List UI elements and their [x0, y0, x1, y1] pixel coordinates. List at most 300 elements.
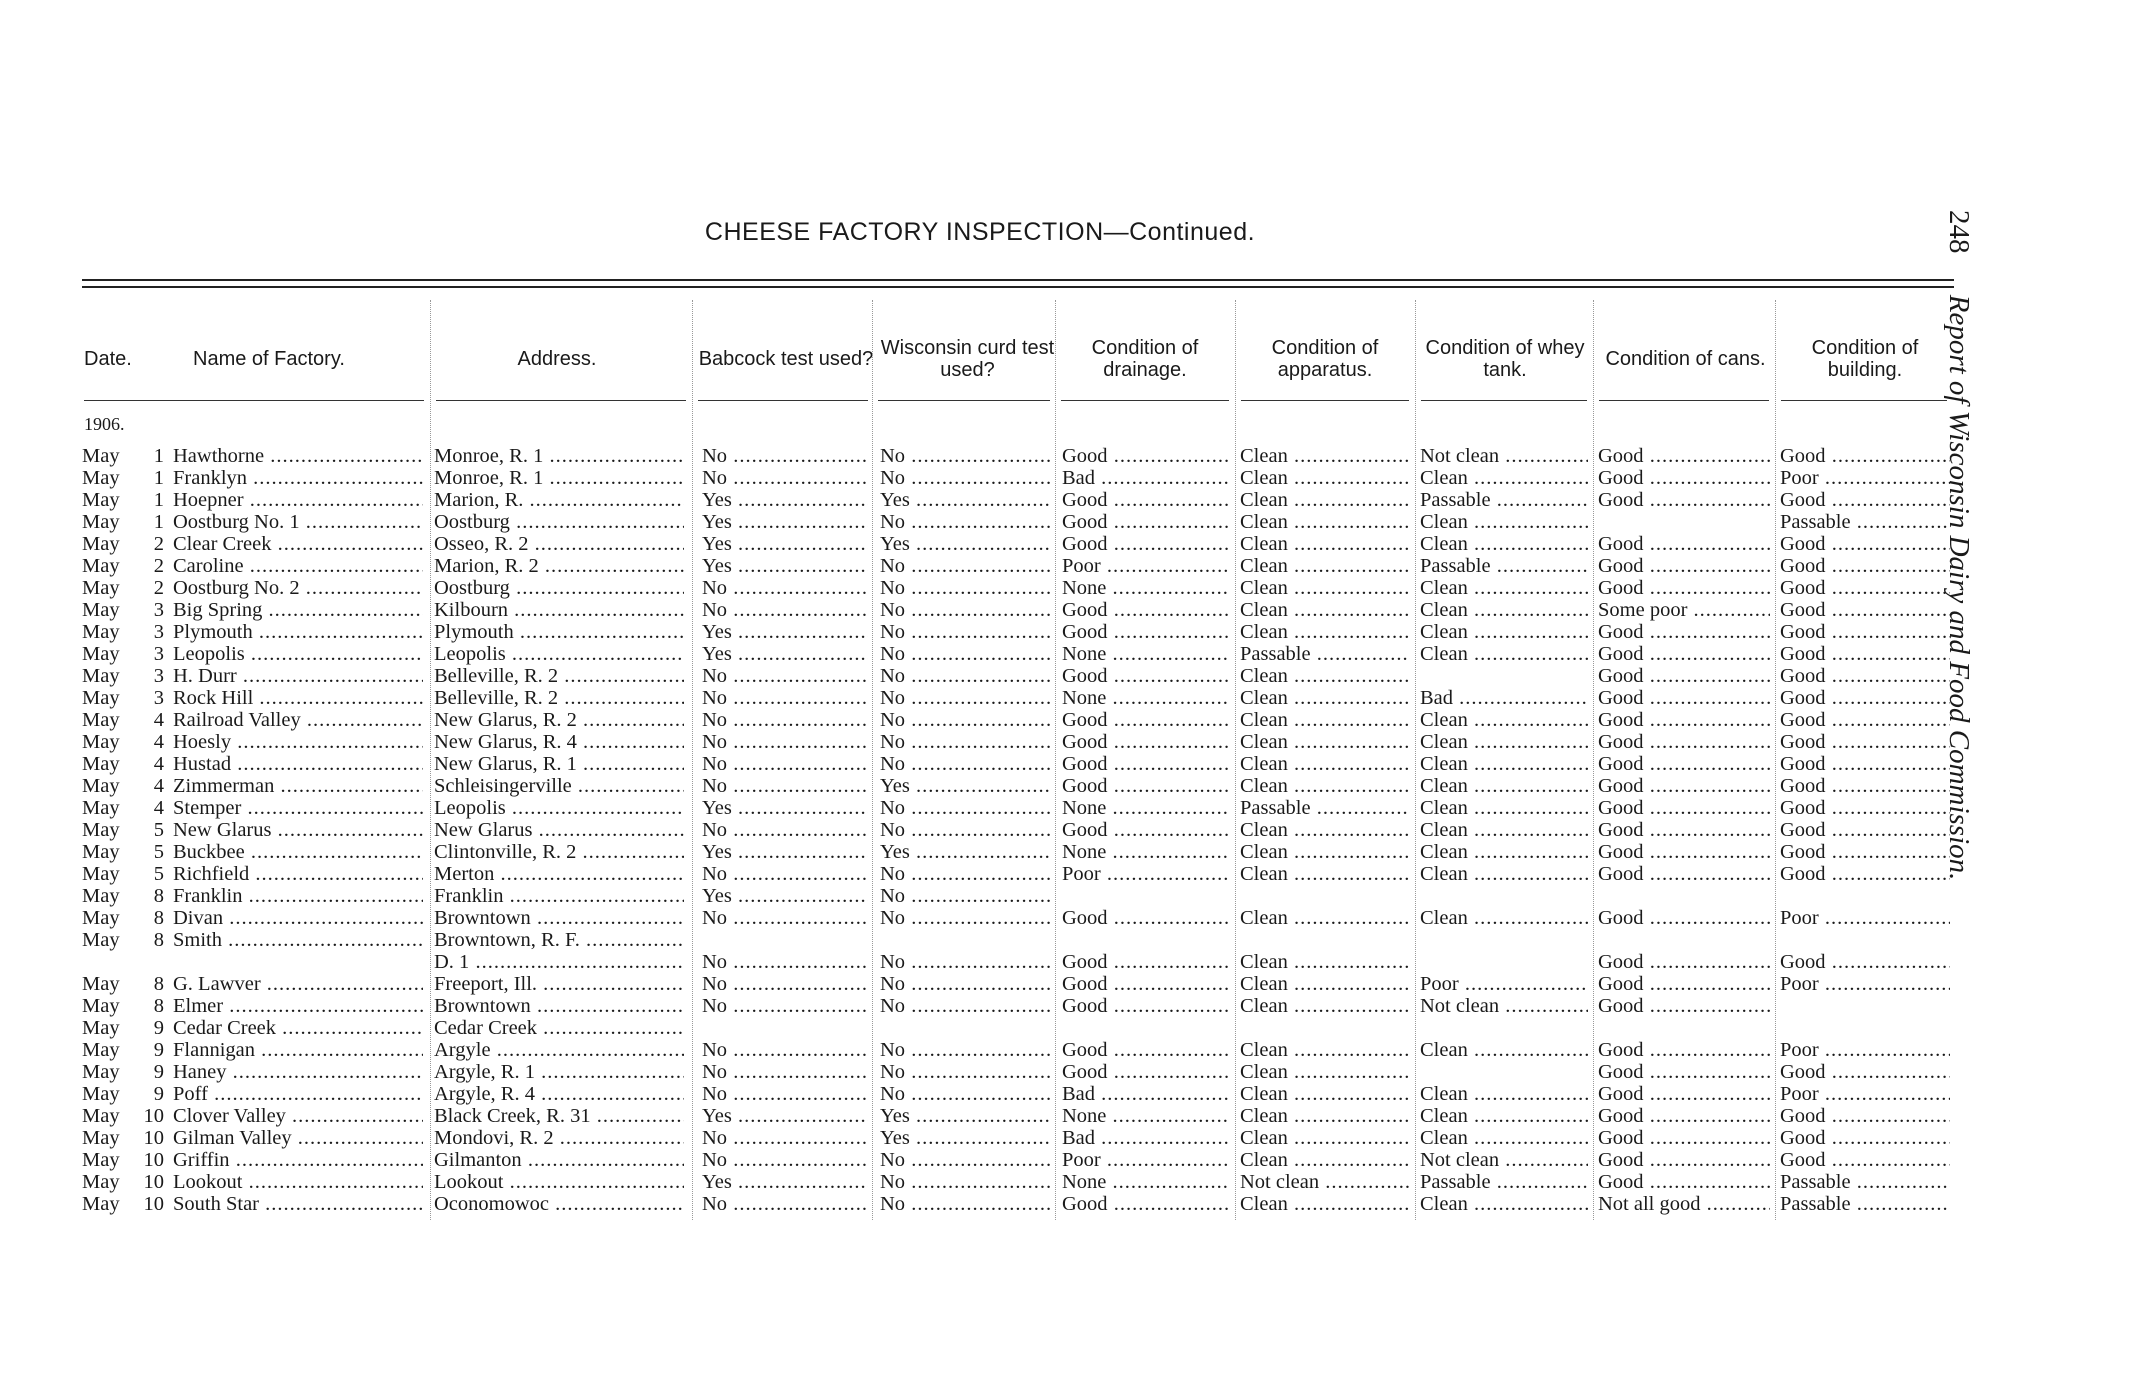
cell-apparatus: Clean ..... — [1240, 665, 1410, 687]
cell-curd: No ..... — [880, 665, 1050, 687]
cell-building: Good ..... — [1780, 951, 1950, 973]
cell-name: Hoesly ..... — [173, 731, 423, 753]
header-date: Date. — [84, 348, 132, 370]
cell-building: Good ..... — [1780, 797, 1950, 819]
cell-name: Hoepner ..... — [173, 489, 423, 511]
page-title: CHEESE FACTORY INSPECTION—Continued. — [704, 218, 1256, 246]
cell-babcock: No ..... — [702, 1083, 868, 1105]
cell-drainage: Good ..... — [1062, 951, 1230, 973]
cell-cans: Good ..... — [1598, 907, 1770, 929]
cell-babcock: No ..... — [702, 709, 868, 731]
cell-curd: No ..... — [880, 445, 1050, 467]
cell-drainage: Good ..... — [1062, 995, 1230, 1017]
cell-whey: Clean ..... — [1420, 1105, 1588, 1127]
table-row — [0, 1061, 2000, 1083]
cell-apparatus — [1240, 885, 1410, 907]
cell-day: 8 — [153, 929, 164, 951]
cell-apparatus: Passable ..... — [1240, 643, 1410, 665]
cell-apparatus — [1240, 929, 1410, 951]
cell-month: May — [82, 621, 120, 643]
cell-address: Kilbourn ..... — [434, 599, 684, 621]
cell-building: Poor ..... — [1780, 1039, 1950, 1061]
table-row — [0, 489, 2000, 511]
year-label: 1906. — [84, 414, 125, 434]
cell-building: Good ..... — [1780, 841, 1950, 863]
cell-drainage: None ..... — [1062, 1105, 1230, 1127]
cell-name: Oostburg No. 2 ..... — [173, 577, 423, 599]
cell-curd: Yes ..... — [880, 533, 1050, 555]
cell-cans: Good ..... — [1598, 951, 1770, 973]
cell-building: Good ..... — [1780, 577, 1950, 599]
cell-building: Good ..... — [1780, 489, 1950, 511]
table-row — [0, 973, 2000, 995]
cell-babcock: Yes ..... — [702, 511, 868, 533]
table-row — [0, 951, 2000, 973]
cell-name: Clover Valley ..... — [173, 1105, 423, 1127]
table-row — [0, 797, 2000, 819]
cell-curd: No ..... — [880, 687, 1050, 709]
cell-whey: Passable ..... — [1420, 1171, 1588, 1193]
cell-month: May — [82, 863, 120, 885]
cell-name: Buckbee ..... — [173, 841, 423, 863]
cell-name: Leopolis ..... — [173, 643, 423, 665]
cell-month: May — [82, 533, 120, 555]
cell-drainage: Bad ..... — [1062, 467, 1230, 489]
cell-month: May — [82, 665, 120, 687]
cell-whey: Bad ..... — [1420, 687, 1588, 709]
cell-address: Leopolis ..... — [434, 797, 684, 819]
cell-address: Browntown ..... — [434, 995, 684, 1017]
cell-drainage: None ..... — [1062, 577, 1230, 599]
cell-cans: Good ..... — [1598, 1149, 1770, 1171]
cell-cans: Good ..... — [1598, 775, 1770, 797]
cell-drainage: None ..... — [1062, 797, 1230, 819]
cell-curd: Yes ..... — [880, 841, 1050, 863]
cell-drainage: Poor ..... — [1062, 1149, 1230, 1171]
cell-babcock: Yes ..... — [702, 841, 868, 863]
cell-curd: No ..... — [880, 1039, 1050, 1061]
table-row — [0, 1105, 2000, 1127]
cell-cans: Good ..... — [1598, 621, 1770, 643]
header-drainage: Condition of drainage. — [1091, 337, 1199, 381]
cell-apparatus: Clean ..... — [1240, 907, 1410, 929]
title-rule-top — [82, 279, 1954, 281]
cell-address: Monroe, R. 1 ..... — [434, 445, 684, 467]
cell-cans: Good ..... — [1598, 467, 1770, 489]
table-row — [0, 533, 2000, 555]
cell-drainage: None ..... — [1062, 841, 1230, 863]
cell-address: Marion, R. ..... — [434, 489, 684, 511]
cell-address: D. 1 ..... — [434, 951, 684, 973]
table-row — [0, 577, 2000, 599]
cell-babcock: No ..... — [702, 819, 868, 841]
cell-drainage: Bad ..... — [1062, 1127, 1230, 1149]
cell-apparatus: Clean ..... — [1240, 577, 1410, 599]
cell-whey: Clean ..... — [1420, 577, 1588, 599]
cell-building: Good ..... — [1780, 555, 1950, 577]
cell-drainage: Bad ..... — [1062, 1083, 1230, 1105]
cell-whey: Clean ..... — [1420, 599, 1588, 621]
cell-address: Monroe, R. 1 ..... — [434, 467, 684, 489]
cell-drainage — [1062, 929, 1230, 951]
cell-day: 9 — [153, 1039, 164, 1061]
cell-building — [1780, 929, 1950, 951]
cell-month: May — [82, 819, 120, 841]
cell-babcock: Yes ..... — [702, 489, 868, 511]
cell-name: H. Durr ..... — [173, 665, 423, 687]
cell-building: Passable ..... — [1780, 511, 1950, 533]
cell-name: Caroline ..... — [173, 555, 423, 577]
cell-babcock: No ..... — [702, 951, 868, 973]
cell-month: May — [82, 599, 120, 621]
cell-curd — [880, 1017, 1050, 1039]
cell-drainage: Good ..... — [1062, 1193, 1230, 1215]
cell-curd: No ..... — [880, 951, 1050, 973]
cell-address: New Glarus, R. 4 ..... — [434, 731, 684, 753]
cell-building — [1780, 885, 1950, 907]
cell-whey: Not clean ..... — [1420, 445, 1588, 467]
cell-name: Elmer ..... — [173, 995, 423, 1017]
cell-address: Black Creek, R. 31 ..... — [434, 1105, 684, 1127]
cell-babcock — [702, 929, 868, 951]
cell-drainage: None ..... — [1062, 687, 1230, 709]
cell-apparatus: Clean ..... — [1240, 1039, 1410, 1061]
cell-drainage: Poor ..... — [1062, 863, 1230, 885]
cell-apparatus: Clean ..... — [1240, 1105, 1410, 1127]
cell-cans: Good ..... — [1598, 1127, 1770, 1149]
cell-day: 3 — [153, 643, 164, 665]
cell-building: Good ..... — [1780, 775, 1950, 797]
cell-drainage: Good ..... — [1062, 1039, 1230, 1061]
cell-drainage: Good ..... — [1062, 907, 1230, 929]
cell-cans: Good ..... — [1598, 445, 1770, 467]
cell-babcock — [702, 1017, 868, 1039]
cell-building — [1780, 995, 1950, 1017]
cell-name: Gilman Valley ..... — [173, 1127, 423, 1149]
cell-building: Good ..... — [1780, 621, 1950, 643]
cell-day: 8 — [153, 973, 164, 995]
cell-month: May — [82, 885, 120, 907]
cell-day: 5 — [153, 819, 164, 841]
cell-cans: Good ..... — [1598, 533, 1770, 555]
cell-building: Poor ..... — [1780, 1083, 1950, 1105]
table-row — [0, 1127, 2000, 1149]
cell-curd: No ..... — [880, 907, 1050, 929]
cell-babcock: No ..... — [702, 599, 868, 621]
table-row — [0, 445, 2000, 467]
header-address: Address. — [517, 348, 597, 370]
cell-curd: Yes ..... — [880, 1127, 1050, 1149]
header-whey: Condition of whey tank. — [1425, 337, 1585, 381]
cell-curd: No ..... — [880, 599, 1050, 621]
cell-day: 9 — [153, 1083, 164, 1105]
table-row — [0, 643, 2000, 665]
cell-babcock: No ..... — [702, 665, 868, 687]
cell-name: Franklyn ..... — [173, 467, 423, 489]
cell-address: Osseo, R. 2 ..... — [434, 533, 684, 555]
cell-curd: No ..... — [880, 731, 1050, 753]
cell-whey: Clean ..... — [1420, 1193, 1588, 1215]
cell-babcock: No ..... — [702, 731, 868, 753]
cell-curd: No ..... — [880, 1193, 1050, 1215]
cell-cans: Good ..... — [1598, 1039, 1770, 1061]
cell-babcock: No ..... — [702, 907, 868, 929]
cell-name: Oostburg No. 1 ..... — [173, 511, 423, 533]
cell-babcock: No ..... — [702, 687, 868, 709]
cell-name: Franklin ..... — [173, 885, 423, 907]
cell-name: Flannigan ..... — [173, 1039, 423, 1061]
cell-whey: Clean ..... — [1420, 533, 1588, 555]
cell-whey — [1420, 665, 1588, 687]
cell-day: 4 — [153, 775, 164, 797]
cell-apparatus: Clean ..... — [1240, 775, 1410, 797]
cell-name: Clear Creek ..... — [173, 533, 423, 555]
cell-day: 5 — [153, 863, 164, 885]
cell-whey: Clean ..... — [1420, 753, 1588, 775]
cell-babcock: No ..... — [702, 775, 868, 797]
cell-babcock: No ..... — [702, 1039, 868, 1061]
cell-month: May — [82, 929, 120, 951]
title-rule-bottom — [82, 286, 1954, 288]
cell-day: 1 — [153, 445, 164, 467]
cell-cans — [1598, 511, 1770, 533]
cell-address: Belleville, R. 2 ..... — [434, 687, 684, 709]
cell-babcock: No ..... — [702, 973, 868, 995]
cell-building: Passable ..... — [1780, 1193, 1950, 1215]
cell-drainage: Good ..... — [1062, 731, 1230, 753]
cell-name: Hawthorne ..... — [173, 445, 423, 467]
cell-apparatus: Clean ..... — [1240, 819, 1410, 841]
cell-month: May — [82, 907, 120, 929]
cell-building: Good ..... — [1780, 819, 1950, 841]
cell-curd: No ..... — [880, 819, 1050, 841]
cell-babcock: Yes ..... — [702, 643, 868, 665]
cell-babcock: Yes ..... — [702, 1171, 868, 1193]
cell-month: May — [82, 1017, 120, 1039]
cell-day: 10 — [143, 1171, 164, 1193]
cell-babcock: Yes ..... — [702, 1105, 868, 1127]
cell-babcock: No ..... — [702, 863, 868, 885]
cell-month: May — [82, 1171, 120, 1193]
cell-day: 2 — [153, 577, 164, 599]
table-row — [0, 995, 2000, 1017]
cell-month: May — [82, 1127, 120, 1149]
cell-curd: Yes ..... — [880, 1105, 1050, 1127]
page-number: 248 — [1943, 210, 1975, 254]
cell-whey: Poor ..... — [1420, 973, 1588, 995]
cell-month: May — [82, 687, 120, 709]
cell-cans: Good ..... — [1598, 1105, 1770, 1127]
cell-address: Oostburg ..... — [434, 511, 684, 533]
header-underline — [84, 400, 424, 401]
cell-babcock: No ..... — [702, 467, 868, 489]
cell-day: 9 — [153, 1061, 164, 1083]
table-row — [0, 731, 2000, 753]
cell-name: Richfield ..... — [173, 863, 423, 885]
cell-whey: Clean ..... — [1420, 797, 1588, 819]
cell-cans: Good ..... — [1598, 489, 1770, 511]
table-row — [0, 1171, 2000, 1193]
cell-building: Good ..... — [1780, 753, 1950, 775]
cell-cans: Good ..... — [1598, 577, 1770, 599]
cell-building: Good ..... — [1780, 665, 1950, 687]
cell-day — [134, 951, 164, 973]
cell-name: Big Spring ..... — [173, 599, 423, 621]
cell-whey: Clean ..... — [1420, 731, 1588, 753]
cell-drainage: Good ..... — [1062, 819, 1230, 841]
cell-day: 10 — [143, 1149, 164, 1171]
cell-building: Good ..... — [1780, 1127, 1950, 1149]
cell-curd: No ..... — [880, 995, 1050, 1017]
cell-whey — [1420, 885, 1588, 907]
table-row — [0, 863, 2000, 885]
cell-building: Passable ..... — [1780, 1171, 1950, 1193]
cell-cans: Good ..... — [1598, 863, 1770, 885]
cell-name: Plymouth ..... — [173, 621, 423, 643]
cell-whey: Clean ..... — [1420, 841, 1588, 863]
table-row — [0, 599, 2000, 621]
cell-babcock: Yes ..... — [702, 621, 868, 643]
cell-day: 8 — [153, 995, 164, 1017]
cell-address: Oostburg ..... — [434, 577, 684, 599]
cell-babcock: No ..... — [702, 577, 868, 599]
cell-apparatus: Clean ..... — [1240, 533, 1410, 555]
cell-month: May — [82, 1193, 120, 1215]
cell-month: May — [82, 973, 120, 995]
cell-whey — [1420, 951, 1588, 973]
cell-apparatus — [1240, 1017, 1410, 1039]
cell-curd: No ..... — [880, 577, 1050, 599]
cell-address: Merton ..... — [434, 863, 684, 885]
cell-day: 2 — [153, 533, 164, 555]
cell-month: May — [82, 643, 120, 665]
cell-cans: Good ..... — [1598, 687, 1770, 709]
cell-month: May — [82, 511, 120, 533]
cell-drainage: Good ..... — [1062, 511, 1230, 533]
cell-address: Freeport, Ill. ..... — [434, 973, 684, 995]
cell-day: 4 — [153, 797, 164, 819]
table-row — [0, 1149, 2000, 1171]
cell-month: May — [82, 797, 120, 819]
header-apparatus: Condition of apparatus. — [1271, 337, 1379, 381]
cell-day: 4 — [153, 709, 164, 731]
cell-curd: No ..... — [880, 643, 1050, 665]
cell-curd: No ..... — [880, 973, 1050, 995]
cell-apparatus: Clean ..... — [1240, 1193, 1410, 1215]
cell-drainage — [1062, 1017, 1230, 1039]
cell-apparatus: Clean ..... — [1240, 731, 1410, 753]
cell-drainage: Good ..... — [1062, 973, 1230, 995]
cell-drainage: None ..... — [1062, 1171, 1230, 1193]
cell-month: May — [82, 775, 120, 797]
cell-whey: Clean ..... — [1420, 621, 1588, 643]
cell-month: May — [82, 445, 120, 467]
header-underline — [1421, 400, 1587, 401]
cell-day: 3 — [153, 687, 164, 709]
table-row — [0, 709, 2000, 731]
cell-cans: Good ..... — [1598, 731, 1770, 753]
cell-month — [82, 951, 130, 973]
cell-name: Griffin ..... — [173, 1149, 423, 1171]
cell-month: May — [82, 841, 120, 863]
cell-babcock: Yes ..... — [702, 533, 868, 555]
cell-drainage: Good ..... — [1062, 1061, 1230, 1083]
header-underline — [1241, 400, 1409, 401]
cell-day: 4 — [153, 731, 164, 753]
cell-curd: No ..... — [880, 1083, 1050, 1105]
cell-month: May — [82, 1149, 120, 1171]
cell-building: Good ..... — [1780, 1105, 1950, 1127]
cell-day: 10 — [143, 1193, 164, 1215]
cell-name: Railroad Valley ..... — [173, 709, 423, 731]
cell-curd: No ..... — [880, 555, 1050, 577]
cell-curd: No ..... — [880, 863, 1050, 885]
cell-drainage — [1062, 885, 1230, 907]
cell-drainage: Good ..... — [1062, 533, 1230, 555]
cell-address: Mondovi, R. 2 ..... — [434, 1127, 684, 1149]
cell-building: Good ..... — [1780, 1061, 1950, 1083]
cell-curd: No ..... — [880, 753, 1050, 775]
cell-apparatus: Clean ..... — [1240, 863, 1410, 885]
cell-name: Rock Hill ..... — [173, 687, 423, 709]
table-row — [0, 1193, 2000, 1215]
table-row — [0, 511, 2000, 533]
table-row — [0, 621, 2000, 643]
cell-day: 5 — [153, 841, 164, 863]
cell-babcock: No ..... — [702, 1193, 868, 1215]
cell-cans: Good ..... — [1598, 819, 1770, 841]
cell-babcock: No ..... — [702, 995, 868, 1017]
cell-apparatus: Clean ..... — [1240, 489, 1410, 511]
cell-day: 10 — [143, 1105, 164, 1127]
cell-cans: Good ..... — [1598, 643, 1770, 665]
cell-curd: No ..... — [880, 467, 1050, 489]
cell-month: May — [82, 577, 120, 599]
cell-drainage: Good ..... — [1062, 599, 1230, 621]
cell-day: 4 — [153, 753, 164, 775]
cell-whey — [1420, 929, 1588, 951]
cell-apparatus: Clean ..... — [1240, 511, 1410, 533]
cell-building: Good ..... — [1780, 599, 1950, 621]
table-row — [0, 665, 2000, 687]
cell-cans: Good ..... — [1598, 665, 1770, 687]
cell-month: May — [82, 1061, 120, 1083]
cell-whey: Not clean ..... — [1420, 995, 1588, 1017]
cell-apparatus: Clean ..... — [1240, 753, 1410, 775]
table-row — [0, 929, 2000, 951]
header-building: Condition of building. — [1811, 337, 1919, 381]
cell-day: 8 — [153, 907, 164, 929]
cell-cans — [1598, 1017, 1770, 1039]
cell-address: Gilmanton ..... — [434, 1149, 684, 1171]
cell-whey — [1420, 1061, 1588, 1083]
cell-apparatus: Clean ..... — [1240, 1149, 1410, 1171]
cell-month: May — [82, 1083, 120, 1105]
cell-name: Stemper ..... — [173, 797, 423, 819]
cell-cans: Good ..... — [1598, 973, 1770, 995]
running-head: Report of Wisconsin Dairy and Food Commission. — [1943, 294, 1975, 881]
table-row — [0, 885, 2000, 907]
cell-address: New Glarus, R. 2 ..... — [434, 709, 684, 731]
cell-drainage: None ..... — [1062, 643, 1230, 665]
cell-whey: Clean ..... — [1420, 863, 1588, 885]
header-underline — [1061, 400, 1229, 401]
cell-apparatus: Clean ..... — [1240, 687, 1410, 709]
cell-cans: Not all good ..... — [1598, 1193, 1770, 1215]
cell-address: Browntown ..... — [434, 907, 684, 929]
cell-whey: Clean ..... — [1420, 907, 1588, 929]
cell-cans — [1598, 885, 1770, 907]
